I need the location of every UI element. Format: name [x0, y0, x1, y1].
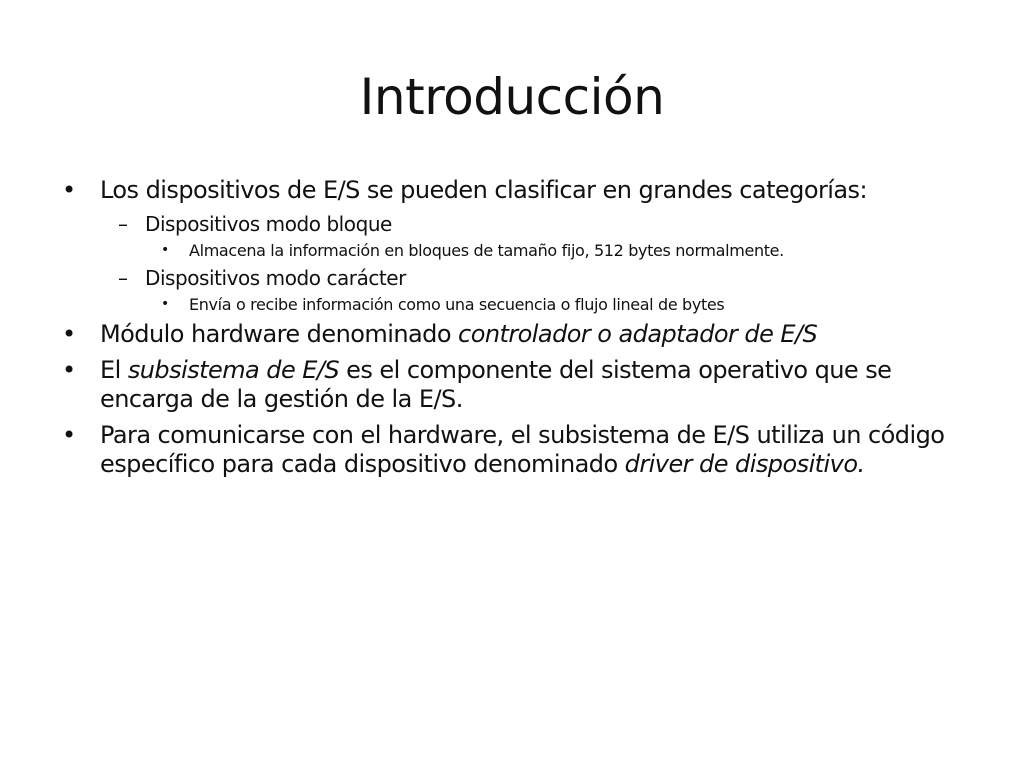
detail-char-devices — [161, 294, 962, 315]
bullet-marker: • — [62, 421, 76, 449]
sub-bullet-text: Dispositivos modo bloque — [145, 212, 392, 236]
bullet-categories — [62, 176, 962, 205]
bullet-list — [62, 176, 962, 486]
bullet-text-prefix: Módulo hardware denominado — [100, 320, 459, 348]
bullet-subsystem — [62, 356, 962, 414]
bullet-marker: • — [62, 176, 76, 204]
bullet-text: Los dispositivos de E/S se pueden clasificar en grandes categorías: — [100, 176, 868, 204]
bullet-text-emphasis: subsistema de E/S — [127, 356, 340, 384]
sub-bullet-char-devices — [118, 266, 962, 290]
bullet-text-suffix: es el componente del sistema operativo que se encarga de la gestión de la E/S. — [100, 356, 892, 413]
bullet-marker: • — [161, 296, 169, 312]
detail-block-devices — [161, 240, 962, 261]
slide-title: Introducción — [359, 68, 665, 126]
detail-text: Almacena la información en bloques de tamaño fijo, 512 bytes normalmente. — [189, 241, 784, 260]
bullet-text-prefix: Para comunicarse con el hardware, el subsistema de E/S utiliza un código específico para cada dispositivo denominado — [100, 421, 945, 478]
bullet-text-prefix: El — [100, 356, 128, 384]
sub-bullet-block-devices — [118, 212, 962, 236]
bullet-text-emphasis: controlador o adaptador de E/S — [458, 320, 818, 348]
sub-bullet-text: Dispositivos modo carácter — [145, 266, 406, 290]
detail-text: Envía o recibe información como una secuencia o flujo lineal de bytes — [189, 295, 725, 314]
dash-marker: – — [118, 266, 128, 290]
bullet-hardware-module — [62, 320, 962, 349]
dash-marker: – — [118, 212, 128, 236]
bullet-marker: • — [161, 242, 169, 258]
bullet-text-emphasis: driver de dispositivo. — [624, 450, 865, 478]
bullet-marker: • — [62, 320, 76, 348]
bullet-driver — [62, 421, 962, 479]
bullet-marker: • — [62, 356, 76, 384]
